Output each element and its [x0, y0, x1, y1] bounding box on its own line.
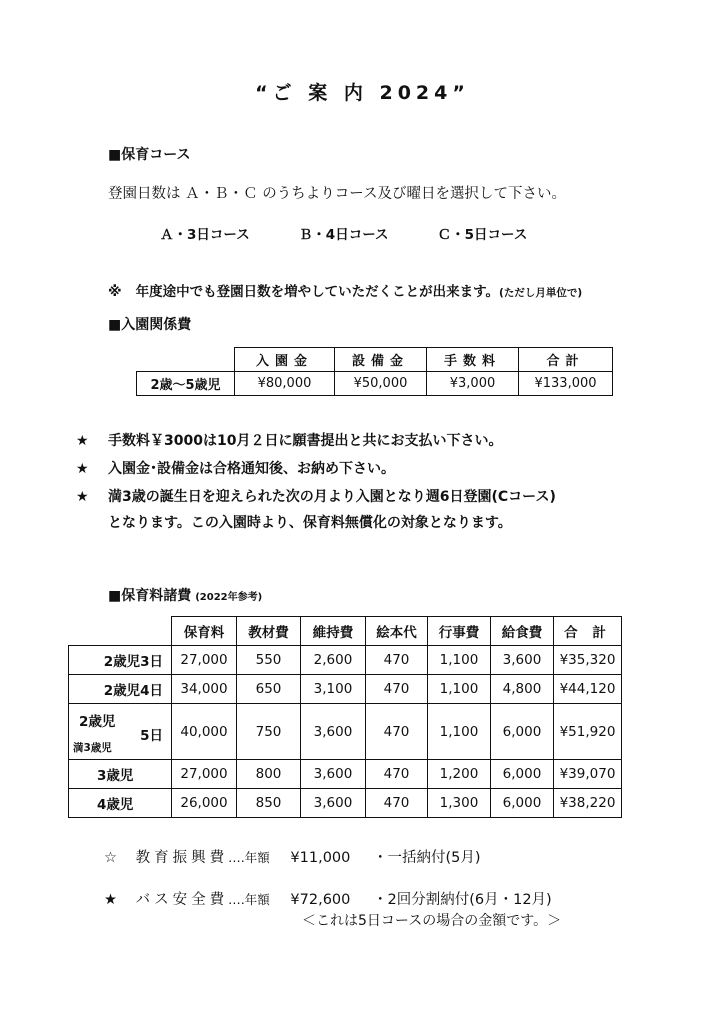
extra-fee-payment: ・一括納付(5月): [372, 850, 481, 866]
notice-text: 入園金･設備金は合格通知後、お納め下さい。: [108, 461, 395, 477]
value-cell: 650: [237, 675, 301, 704]
value-cell: 4,800: [491, 675, 554, 704]
row-label-sub: 満3歳児: [73, 742, 112, 754]
table-row: [69, 704, 622, 760]
value-cell: ¥50,000: [335, 372, 427, 396]
fees-table: [68, 616, 622, 818]
star-outline-icon: ☆: [104, 850, 117, 866]
extra-fee-row: [104, 888, 552, 909]
extra-fee-name: バス安全費: [135, 892, 229, 908]
header-cell: 合計: [519, 348, 613, 372]
value-cell: 34,000: [172, 675, 237, 704]
value-cell: 470: [366, 760, 428, 789]
value-cell: 470: [366, 675, 428, 704]
header-cell: 教材費: [237, 617, 301, 646]
star-icon: ★: [76, 489, 89, 505]
row-label: 3歳児: [69, 760, 172, 789]
value-cell: 26,000: [172, 789, 237, 818]
course-a: Ａ・3日コース: [160, 227, 250, 243]
header-cell: 行事費: [428, 617, 491, 646]
enrollment-heading: ■入園関係費: [108, 317, 192, 333]
note-text: 年度途中でも登園日数を増やしていただくことが出来ます。: [135, 284, 500, 300]
value-cell: ¥39,070: [554, 760, 622, 789]
value-cell: 470: [366, 789, 428, 818]
table-row: [69, 646, 622, 675]
notice-text: 満3歳の誕生日を迎えられた次の月より入園となり週6日登園(Cコース): [108, 489, 556, 505]
value-cell: 850: [237, 789, 301, 818]
header-cell: 給食費: [491, 617, 554, 646]
value-cell: 1,100: [428, 675, 491, 704]
page-title: “ご 案 内 2024”: [255, 82, 470, 104]
value-cell: 27,000: [172, 646, 237, 675]
value-cell: ¥51,920: [554, 704, 622, 760]
value-cell: 470: [366, 704, 428, 760]
extra-fee-amount: ¥11,000: [290, 850, 351, 866]
value-cell: 6,000: [491, 789, 554, 818]
table-row: [69, 789, 622, 818]
value-cell: 2,600: [301, 646, 366, 675]
notice-text: 手数料￥3000は10月２日に願書提出と共にお支払い下さい。: [108, 433, 503, 449]
value-cell: ¥38,220: [554, 789, 622, 818]
value-cell: 800: [237, 760, 301, 789]
extra-fee-dots: ‥‥年額: [228, 850, 270, 865]
course-list: [160, 223, 571, 243]
value-cell: ¥35,320: [554, 646, 622, 675]
star-icon: ★: [104, 892, 117, 908]
notice-continuation: となります。この入園時より、保育料無償化の対象となります。: [108, 515, 512, 531]
fees-heading: [108, 585, 262, 605]
extra-fee-payment: ・2回分割納付(6月・12月): [372, 892, 552, 908]
table-corner: [69, 617, 172, 646]
course-c: Ｃ・5日コース: [437, 227, 528, 243]
header-cell: 維持費: [301, 617, 366, 646]
childcare-intro: 登園日数は Ａ・Ｂ・Ｃ のうちよりコース及び曜日を選択して下さい。: [108, 186, 566, 202]
row-label-suffix: 5日: [140, 728, 163, 744]
header-cell: 手数料: [427, 348, 519, 372]
note-mark: ※: [108, 284, 122, 300]
header-cell: 合 計: [554, 617, 622, 646]
row-label: 2歳児3日: [69, 646, 172, 675]
course-b: Ｂ・4日コース: [298, 227, 389, 243]
value-cell: 3,600: [301, 760, 366, 789]
value-cell: 1,100: [428, 646, 491, 675]
row-label: 4歳児: [69, 789, 172, 818]
row-label: 2歳児4日: [69, 675, 172, 704]
header-cell: 設備金: [335, 348, 427, 372]
header-cell: 絵本代: [366, 617, 428, 646]
value-cell: 470: [366, 646, 428, 675]
value-cell: 3,100: [301, 675, 366, 704]
notice-item: [76, 458, 395, 478]
star-icon: ★: [76, 433, 89, 449]
note-small: (ただし月単位で): [499, 287, 583, 299]
value-cell: 750: [237, 704, 301, 760]
table-row: [69, 760, 622, 789]
value-cell: ¥80,000: [235, 372, 335, 396]
value-cell: ¥44,120: [554, 675, 622, 704]
childcare-heading: ■保育コース: [108, 147, 191, 163]
value-cell: 3,600: [491, 646, 554, 675]
value-cell: 1,200: [428, 760, 491, 789]
table-row: [69, 675, 622, 704]
table-corner: [137, 348, 235, 372]
extra-fee-row: [104, 846, 481, 867]
row-label: 2歳～5歳児: [137, 372, 235, 396]
value-cell: 1,300: [428, 789, 491, 818]
value-cell: 27,000: [172, 760, 237, 789]
footnote: ＜これは5日コースの場合の金額です。＞: [302, 913, 562, 929]
value-cell: 3,600: [301, 789, 366, 818]
value-cell: 550: [237, 646, 301, 675]
fees-heading-note: (2022年参考): [195, 592, 263, 603]
extra-fee-name: 教育振興費: [135, 850, 229, 866]
row-label-main: 2歳児: [79, 714, 116, 730]
value-cell: ¥133,000: [519, 372, 613, 396]
extra-fee-amount: ¥72,600: [290, 892, 351, 908]
value-cell: ¥3,000: [427, 372, 519, 396]
value-cell: 6,000: [491, 704, 554, 760]
value-cell: 3,600: [301, 704, 366, 760]
childcare-note: [108, 280, 582, 300]
value-cell: 1,100: [428, 704, 491, 760]
value-cell: 6,000: [491, 760, 554, 789]
row-label: [69, 704, 172, 760]
notice-item: [76, 486, 556, 506]
enrollment-table: [136, 347, 613, 396]
notice-item: [76, 430, 502, 450]
header-cell: 保育料: [172, 617, 237, 646]
star-icon: ★: [76, 461, 89, 477]
fees-heading-text: ■保育料諸費: [108, 588, 192, 604]
value-cell: 40,000: [172, 704, 237, 760]
header-cell: 入園金: [235, 348, 335, 372]
extra-fee-dots: ‥‥年額: [228, 892, 270, 907]
